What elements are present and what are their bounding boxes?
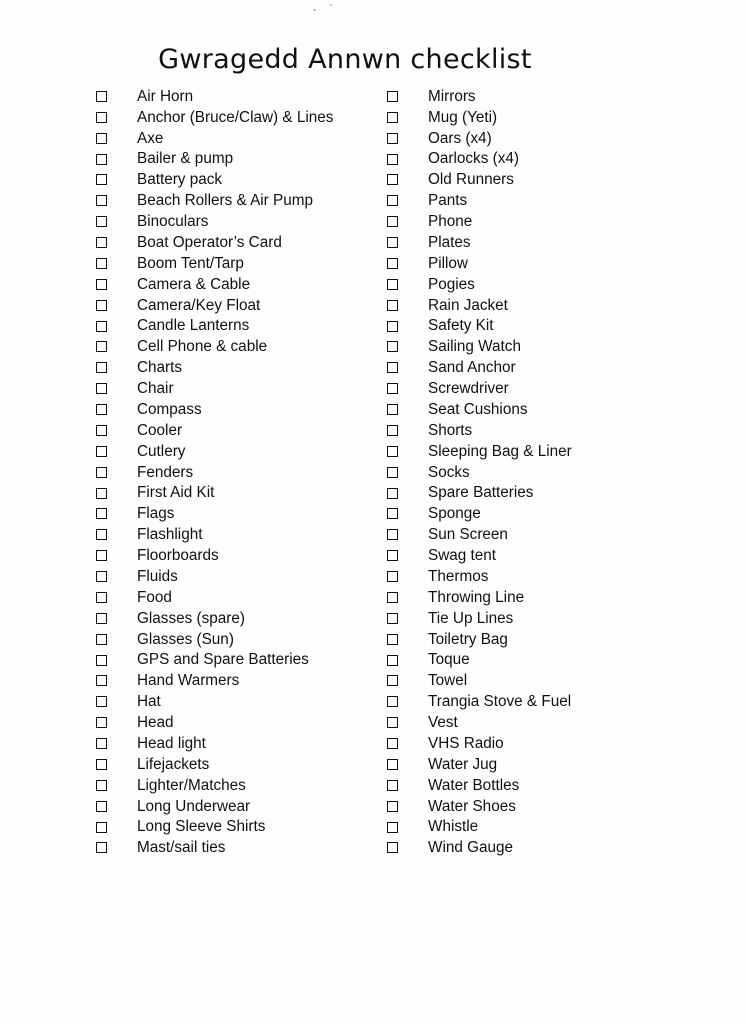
checklist-item [95,754,375,775]
checklist-item-label: Shorts [428,421,473,439]
checklist-item [95,253,375,274]
checklist-item [386,483,666,504]
checklist-item-label: Oars (x4) [428,129,492,147]
checklist-item-label: Camera/Key Float [137,296,261,314]
checkbox[interactable] [387,425,398,436]
checklist-item-label: Cutlery [137,442,186,460]
checklist-item-label: Thermos [428,567,489,585]
checklist-item [95,274,375,295]
checklist-item [386,462,666,483]
checkbox[interactable] [96,508,107,519]
checklist-item-label: Cooler [137,421,183,439]
checkbox[interactable] [387,216,398,227]
checkbox[interactable] [96,258,107,269]
checklist-item [95,462,375,483]
checkbox[interactable] [96,112,107,123]
checklist-item-label: Pants [428,192,468,210]
checkbox[interactable] [387,174,398,185]
checklist-item [386,420,666,441]
checklist-item [386,775,666,796]
checkbox[interactable] [387,550,398,561]
checklist-item-label: Seat Cushions [428,400,528,418]
checklist-item [95,107,375,128]
checkbox[interactable] [96,801,107,812]
checklist-item-label: Battery pack [137,171,223,189]
checklist-item-label: Hat [137,693,161,711]
checklist-item [386,86,666,107]
checklist-column-left [95,86,375,858]
checklist-item [95,566,375,587]
checkbox[interactable] [96,237,107,248]
checklist-item-label: Boat Operator’s Card [137,233,282,251]
checklist-item [386,608,666,629]
checklist-item-label: Compass [137,400,202,418]
checkbox[interactable] [96,592,107,603]
checklist-item [95,357,375,378]
checkbox[interactable] [96,383,107,394]
checkbox[interactable] [96,91,107,102]
checklist-item [95,170,375,191]
checkbox[interactable] [387,467,398,478]
checklist-item [95,441,375,462]
checklist-item-label: Bailer & pump [137,150,234,168]
checkbox[interactable] [96,780,107,791]
checklist-item-label: Long Sleeve Shirts [137,818,266,836]
checklist-item [95,295,375,316]
checklist-item-label: Pogies [428,275,475,293]
checklist-item-label: Toiletry Bag [428,630,508,648]
checklist-item-label: Food [137,588,172,606]
checkbox[interactable] [96,425,107,436]
checklist-item [386,253,666,274]
checkbox[interactable] [387,279,398,290]
checklist-item-label: Whistle [428,818,479,836]
checklist-item [95,838,375,859]
checklist-item-label: Sailing Watch [428,338,521,356]
checkbox[interactable] [387,592,398,603]
checklist-item-label: Charts [137,359,183,377]
checklist-item-label: Rain Jacket [428,296,508,314]
checkbox[interactable] [96,279,107,290]
checklist-item [386,149,666,170]
checklist-column-right [386,86,666,858]
checklist-item [386,337,666,358]
checkbox[interactable] [96,655,107,666]
checkbox[interactable] [96,467,107,478]
checklist-item-label: Oarlocks (x4) [428,150,519,168]
checklist-item-label: Sun Screen [428,526,508,544]
checkbox[interactable] [96,195,107,206]
checklist-item [95,712,375,733]
checkbox[interactable] [96,341,107,352]
checklist-item-label: Old Runners [428,171,514,189]
checklist-item [386,190,666,211]
scan-speck [313,9,316,11]
checklist-item [386,671,666,692]
checkbox[interactable] [387,634,398,645]
checklist-item [95,128,375,149]
checklist-item [95,483,375,504]
checkbox[interactable] [387,822,398,833]
checklist-item-label: Floorboards [137,547,219,565]
checkbox[interactable] [96,571,107,582]
checklist-item-label: Glasses (spare) [137,609,245,627]
checklist-item [386,691,666,712]
checklist-item-label: First Aid Kit [137,484,215,502]
checklist-item [95,316,375,337]
checklist-item-label: Hand Warmers [137,672,240,690]
checklist-item-label: Tie Up Lines [428,609,514,627]
checklist-item-label: Head [137,714,174,732]
checklist-item [386,545,666,566]
checkbox[interactable] [387,488,398,499]
checklist-item [95,775,375,796]
checklist-item-label: Axe [137,129,164,147]
checklist-item [386,504,666,525]
checkbox[interactable] [96,321,107,332]
checkbox[interactable] [387,362,398,373]
checkbox[interactable] [387,571,398,582]
checklist-item-label: Vest [428,714,458,732]
checklist-item-label: Sponge [428,505,481,523]
checklist-item-label: Pillow [428,254,468,272]
checklist-item-label: Flashlight [137,526,203,544]
checkbox[interactable] [96,362,107,373]
checklist-item [95,650,375,671]
checklist-item [386,357,666,378]
checklist-item-label: Anchor (Bruce/Claw) & Lines [137,108,334,126]
checklist-item-label: Safety Kit [428,317,494,335]
checklist-item [386,378,666,399]
checkbox[interactable] [96,717,107,728]
checkbox[interactable] [96,738,107,749]
checklist-item-label: Phone [428,213,473,231]
checklist-item-label: Long Underwear [137,797,251,815]
checklist-item [386,128,666,149]
checkbox[interactable] [387,738,398,749]
checklist-item [386,232,666,253]
checklist-item-label: Head light [137,734,206,752]
checklist-item [386,295,666,316]
checklist-item-label: Mast/sail ties [137,839,226,857]
checklist-item-label: Lifejackets [137,755,210,773]
checklist-item [95,524,375,545]
checklist-item [386,524,666,545]
checklist-item [95,796,375,817]
checklist-item [95,587,375,608]
checkbox[interactable] [387,404,398,415]
checklist-item-label: Towel [428,672,468,690]
checkbox[interactable] [96,216,107,227]
checklist-item [386,796,666,817]
checklist-item-label: Water Shoes [428,797,516,815]
checklist-item [386,754,666,775]
checklist-item [386,211,666,232]
checklist-item-label: Beach Rollers & Air Pump [137,192,313,210]
checkbox[interactable] [387,321,398,332]
checklist-item-label: Fenders [137,463,194,481]
checklist-item [386,650,666,671]
checklist-item-label: Water Bottles [428,776,520,794]
checklist-item [95,733,375,754]
checklist-item-label: VHS Radio [428,734,504,752]
checklist-item-label: Plates [428,233,471,251]
checkbox[interactable] [387,696,398,707]
checklist-item-label: Socks [428,463,470,481]
checkbox[interactable] [96,613,107,624]
checkbox[interactable] [96,822,107,833]
checklist-item [386,838,666,859]
checkbox[interactable] [96,696,107,707]
checklist-item-label: Toque [428,651,470,669]
checklist-item-label: Sleeping Bag & Liner [428,442,572,460]
checklist-item [386,817,666,838]
checklist-item [95,232,375,253]
checklist-item [386,629,666,650]
checklist-item-label: Throwing Line [428,588,525,606]
checklist-item-label: Cell Phone & cable [137,338,268,356]
checkbox[interactable] [387,112,398,123]
checkbox[interactable] [387,759,398,770]
checklist-item [95,211,375,232]
checkbox[interactable] [387,237,398,248]
checklist-item-label: Mirrors [428,87,476,105]
checklist-item-label: GPS and Spare Batteries [137,651,309,669]
checkbox[interactable] [96,675,107,686]
checklist-item [95,378,375,399]
checklist-item [95,399,375,420]
checkbox[interactable] [387,383,398,394]
checklist-item [386,274,666,295]
checklist-item [95,420,375,441]
checkbox[interactable] [96,174,107,185]
checklist-item-label: Glasses (Sun) [137,630,234,648]
checkbox[interactable] [387,446,398,457]
checkbox[interactable] [96,446,107,457]
checkbox[interactable] [96,759,107,770]
checkbox[interactable] [96,404,107,415]
checklist-item [95,190,375,211]
checklist-item [386,316,666,337]
checklist-item [386,170,666,191]
checkbox[interactable] [387,258,398,269]
checklist-item [95,629,375,650]
checklist-item-label: Water Jug [428,755,498,773]
checkbox[interactable] [387,801,398,812]
checkbox[interactable] [387,508,398,519]
checkbox[interactable] [96,154,107,165]
checklist-item [386,107,666,128]
checklist-item-label: Binoculars [137,213,209,231]
checkbox[interactable] [387,655,398,666]
checkbox[interactable] [96,529,107,540]
checklist-item [95,691,375,712]
checklist-item [95,671,375,692]
checkbox[interactable] [96,842,107,853]
checklist-item-label: Lighter/Matches [137,776,246,794]
checklist-item-label: Screwdriver [428,380,509,398]
checklist-item-label: Trangia Stove & Fuel [428,693,572,711]
checkbox[interactable] [96,133,107,144]
checklist-item-label: Sand Anchor [428,359,516,377]
checklist-item [95,608,375,629]
checklist-item [386,712,666,733]
checklist-item [386,733,666,754]
checklist-item-label: Wind Gauge [428,839,514,857]
checklist-item [95,86,375,107]
checkbox[interactable] [387,717,398,728]
checkbox[interactable] [387,842,398,853]
checkbox[interactable] [387,675,398,686]
checklist-item-label: Swag tent [428,547,497,565]
checklist-item [386,566,666,587]
checkbox[interactable] [387,300,398,311]
checkbox[interactable] [387,613,398,624]
checklist-item-label: Spare Batteries [428,484,534,502]
checkbox[interactable] [387,91,398,102]
checklist-item-label: Mug (Yeti) [428,108,498,126]
checklist-item-label: Air Horn [137,87,194,105]
checkbox[interactable] [96,300,107,311]
checklist-item [95,545,375,566]
checkbox[interactable] [387,195,398,206]
checklist-item [386,587,666,608]
checkbox[interactable] [387,341,398,352]
checklist-item-label: Camera & Cable [137,275,251,293]
checklist-item [386,441,666,462]
checklist-item-label: Boom Tent/Tarp [137,254,244,272]
checkbox[interactable] [96,550,107,561]
scan-speck [330,4,332,6]
checkbox[interactable] [387,133,398,144]
checkbox[interactable] [387,154,398,165]
page-title: Gwragedd Annwn checklist [158,44,532,75]
checklist-item [95,817,375,838]
checkbox[interactable] [96,488,107,499]
checkbox[interactable] [387,529,398,540]
checkbox[interactable] [96,634,107,645]
checklist-item-label: Candle Lanterns [137,317,250,335]
checklist-item-label: Flags [137,505,175,523]
checklist-item-label: Fluids [137,567,178,585]
checklist-item [95,337,375,358]
checklist-item-label: Chair [137,380,174,398]
checklist-item [95,504,375,525]
checklist-item [386,399,666,420]
checkbox[interactable] [387,780,398,791]
checklist-item [95,149,375,170]
